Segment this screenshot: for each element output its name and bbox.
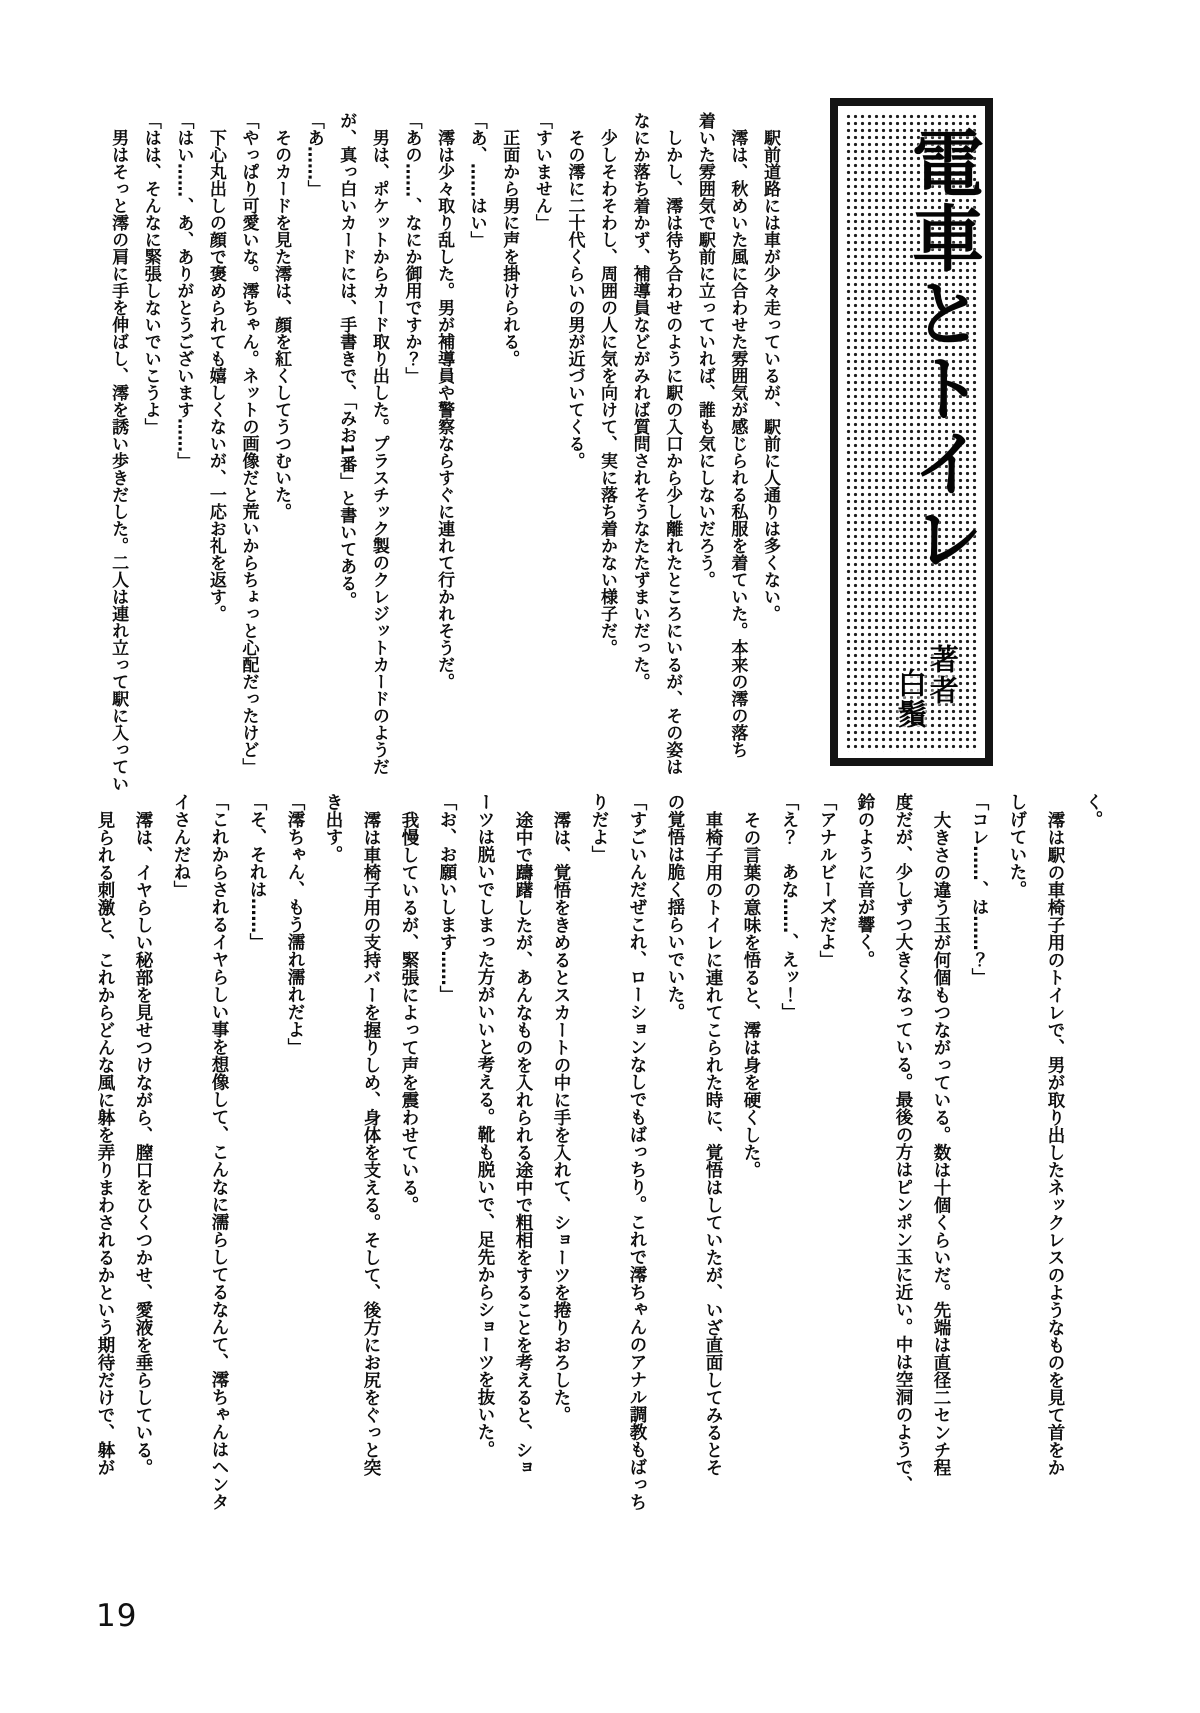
- text-column: 「澪ちゃん、もう濡れ濡れだよ」: [285, 793, 305, 1056]
- text-column: 途中で躊躇したが、あんなものを入れられる途中で粗相をすることを考えると、ショ: [513, 810, 533, 1476]
- text-column: の覚悟は脆く揺らいでいた。: [665, 793, 685, 1021]
- story-text-bottom-section: [84, 793, 1112, 1511]
- text-column: 「あの……、なにか御用ですか？」: [401, 112, 422, 384]
- text-column: く。: [1083, 793, 1103, 828]
- text-column: 「え？ あな……、えッ！」: [779, 793, 799, 1021]
- text-column: 「コレ……、は……？」: [969, 793, 989, 986]
- text-column: 「あ……」: [303, 112, 324, 197]
- text-column: りだよ」: [589, 793, 609, 863]
- text-column: が、真っ白いカードには、手書きで、「みお1番」と書いてある。: [336, 112, 357, 609]
- text-column: 下心丸出しの顔で褒められても嬉しくないが、一応お礼を返す。: [205, 129, 226, 622]
- text-column: しかし、澪は待ち合わせのように駅の入口から少し離れたところにいるが、その姿は: [662, 129, 683, 775]
- text-column: 鈴のように音が響く。: [855, 793, 875, 968]
- text-column: 澪は、秋めいた風に合わせた雰囲気が感じられる私服を着ていた。本来の澪の落ち: [727, 129, 748, 758]
- author-name: 白鬚: [893, 668, 928, 730]
- text-column: しげていた。: [1007, 793, 1027, 898]
- story-text-top-section: [100, 112, 786, 792]
- text-column: 我慢しているが、緊張によって声を震わせている。: [399, 810, 419, 1213]
- text-column: 正面から男に声を掛けられる。: [499, 129, 520, 367]
- text-column: 澪は少々取り乱した。男が補導員や警察ならすぐに連れて行かれそうだ。: [434, 129, 455, 690]
- story-title-box: [830, 98, 993, 766]
- text-column: ーツは脱いでしまった方がいいと考える。靴も脱いで、足先からショーツを抜いた。: [475, 793, 495, 1458]
- text-column: なにか落ち着かず、補導員などがみれば質問されそうなたたずまいだった。: [629, 112, 650, 690]
- text-column: 駅前道路には車が少々走っているが、駅前に人通りは多くない。: [760, 129, 780, 622]
- text-column: 見られる刺激と、これからどんな風に躰を弄りまわされるかという期待だけで、躰が: [95, 810, 115, 1476]
- text-column: 着いた雰囲気で駅前に立っていれば、誰も気にしないだろう。: [694, 112, 715, 588]
- text-column: 「すいません」: [531, 112, 552, 231]
- text-column: 度だが、少しずつ大きくなっている。最後の方はピンポン玉に近い。中は空洞のようで、: [893, 793, 913, 1493]
- author-label: 著者: [925, 644, 960, 706]
- page-number: 19: [96, 1598, 138, 1634]
- text-column: 男はそっと澪の肩に手を伸ばし、澪を誘い歩きだした。二人は連れ立って駅に入ってい: [108, 129, 129, 792]
- text-column: 澪は駅の車椅子用のトイレで、男が取り出したネックレスのようなものを見て首をか: [1045, 810, 1065, 1476]
- text-column: 「やっぱり可愛いな。澪ちゃん。ネットの画像だと荒いからちょっと心配だったけど」: [238, 112, 259, 775]
- story-author: [894, 644, 958, 758]
- text-column: 「お、お願いします……」: [437, 793, 457, 1003]
- text-column: 澪は、イヤらしい秘部を見せつけながら、膣口をひくつかせ、愛液を垂らしている。: [133, 810, 153, 1476]
- text-column: その澪に二十代くらいの男が近づいてくる。: [564, 129, 585, 469]
- text-column: その言葉の意味を悟ると、澪は身を硬くした。: [741, 810, 761, 1178]
- text-column: 澪は、覚悟をきめるとスカートの中に手を入れて、ショーツを捲りおろした。: [551, 810, 571, 1423]
- text-column: 「そ、それは……」: [247, 793, 267, 951]
- text-column: き出す。: [323, 793, 343, 863]
- text-column: そのカードを見た澪は、顔を紅くしてうつむいた。: [271, 129, 292, 520]
- text-column: 「あ、……はい」: [466, 112, 487, 248]
- text-column: 「アナルビーズだよ」: [817, 793, 837, 968]
- text-column: 男は、ポケットからカード取り出した。プラスチック製のクレジットカードのようだ: [368, 129, 389, 775]
- text-column: 「はは、そんなに緊張しないでいこうよ」: [140, 112, 161, 435]
- text-column: 少しそわそわし、周囲の人に気を向けて、実に落ち着かない様子だ。: [597, 129, 618, 656]
- text-column: イさんだね」: [171, 793, 191, 898]
- story-title: 電車とトイレ: [900, 126, 984, 576]
- text-column: 車椅子用のトイレに連れてこられた時に、覚悟はしていたが、いざ直面してみるとそ: [703, 810, 723, 1476]
- text-column: 「はい……、あ、ありがとうございます……」: [173, 112, 194, 469]
- text-column: 「これからされるイヤらしい事を想像して、こんなに濡らしてるなんて、澪ちゃんはヘンタ: [209, 793, 229, 1511]
- text-column: 澪は車椅子用の支持バーを握りしめ、身体を支える。そして、後方にお尻をぐっと突: [361, 810, 381, 1476]
- text-column: 「すごいんだぜこれ、ローションなしでもばっちり。これで澪ちゃんのアナル調教もばっち: [627, 793, 647, 1511]
- text-column: 大きさの違う玉が何個もつながっている。数は十個くらいだ。先端は直径二センチ程: [931, 810, 951, 1476]
